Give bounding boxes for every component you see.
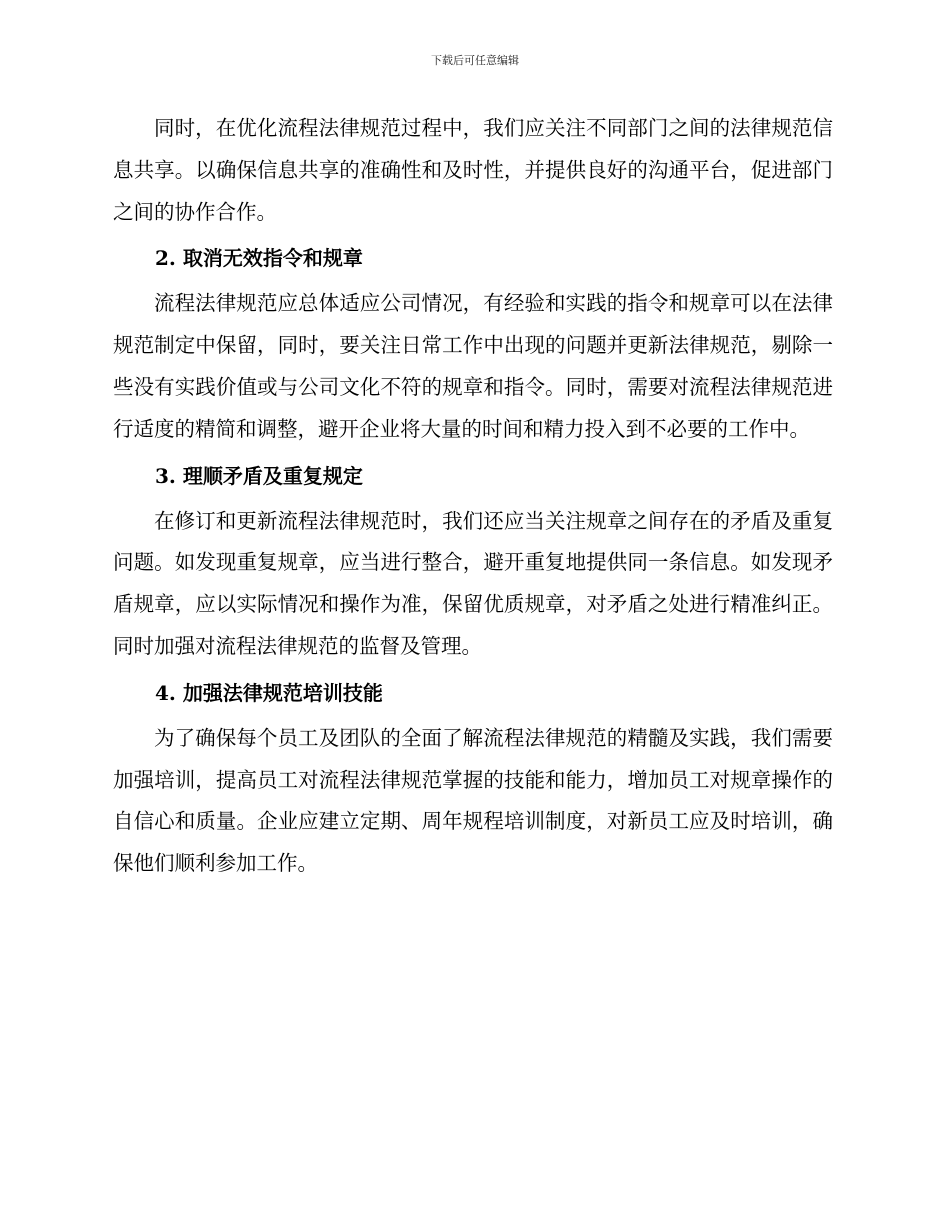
document-body (113, 108, 833, 885)
section-heading-2: 2. 取消无效指令和规章 (155, 246, 363, 271)
paragraph-remove-invalid-rules: 流程法律规范应总体适应公司情况，有经验和实践的指令和规章可以在法律规范制定中保留，同时，要关注日常工作中出现的问题并更新法律规范，剔除一些没有实践价值或与公司文化不符的规章和指令。同时，需要对流程法律规范进行适度的精简和调整，避开企业将大量的时间和精力投入到不必要的工作中。 (113, 291, 833, 441)
page-header: 下载后可任意编辑 (431, 54, 519, 67)
section-heading-4: 4. 加强法律规范培训技能 (155, 680, 383, 705)
section-heading-3: 3. 理顺矛盾及重复规定 (155, 463, 363, 488)
paragraph-info-sharing: 同时，在优化流程法律规范过程中，我们应关注不同部门之间的法律规范信息共享。以确保信息共享的准确性和及时性，并提供良好的沟通平台，促进部门之间的协作合作。 (113, 116, 833, 224)
paragraph-resolve-conflicts: 在修订和更新流程法律规范时，我们还应当关注规章之间存在的矛盾及重复问题。如发现重复规章，应当进行整合，避开重复地提供同一条信息。如发现矛盾规章，应以实际情况和操作为准，保留优质规章，对矛盾之处进行精准纠正。同时加强对流程法律规范的监督及管理。 (113, 508, 833, 658)
paragraph-training: 为了确保每个员工及团队的全面了解流程法律规范的精髓及实践，我们需要加强培训，提高员工对流程法律规范掌握的技能和能力，增加员工对规章操作的自信心和质量。企业应建立定期、周年规程培训制度，对新员工应及时培训，确保他们顺利参加工作。 (113, 725, 833, 876)
